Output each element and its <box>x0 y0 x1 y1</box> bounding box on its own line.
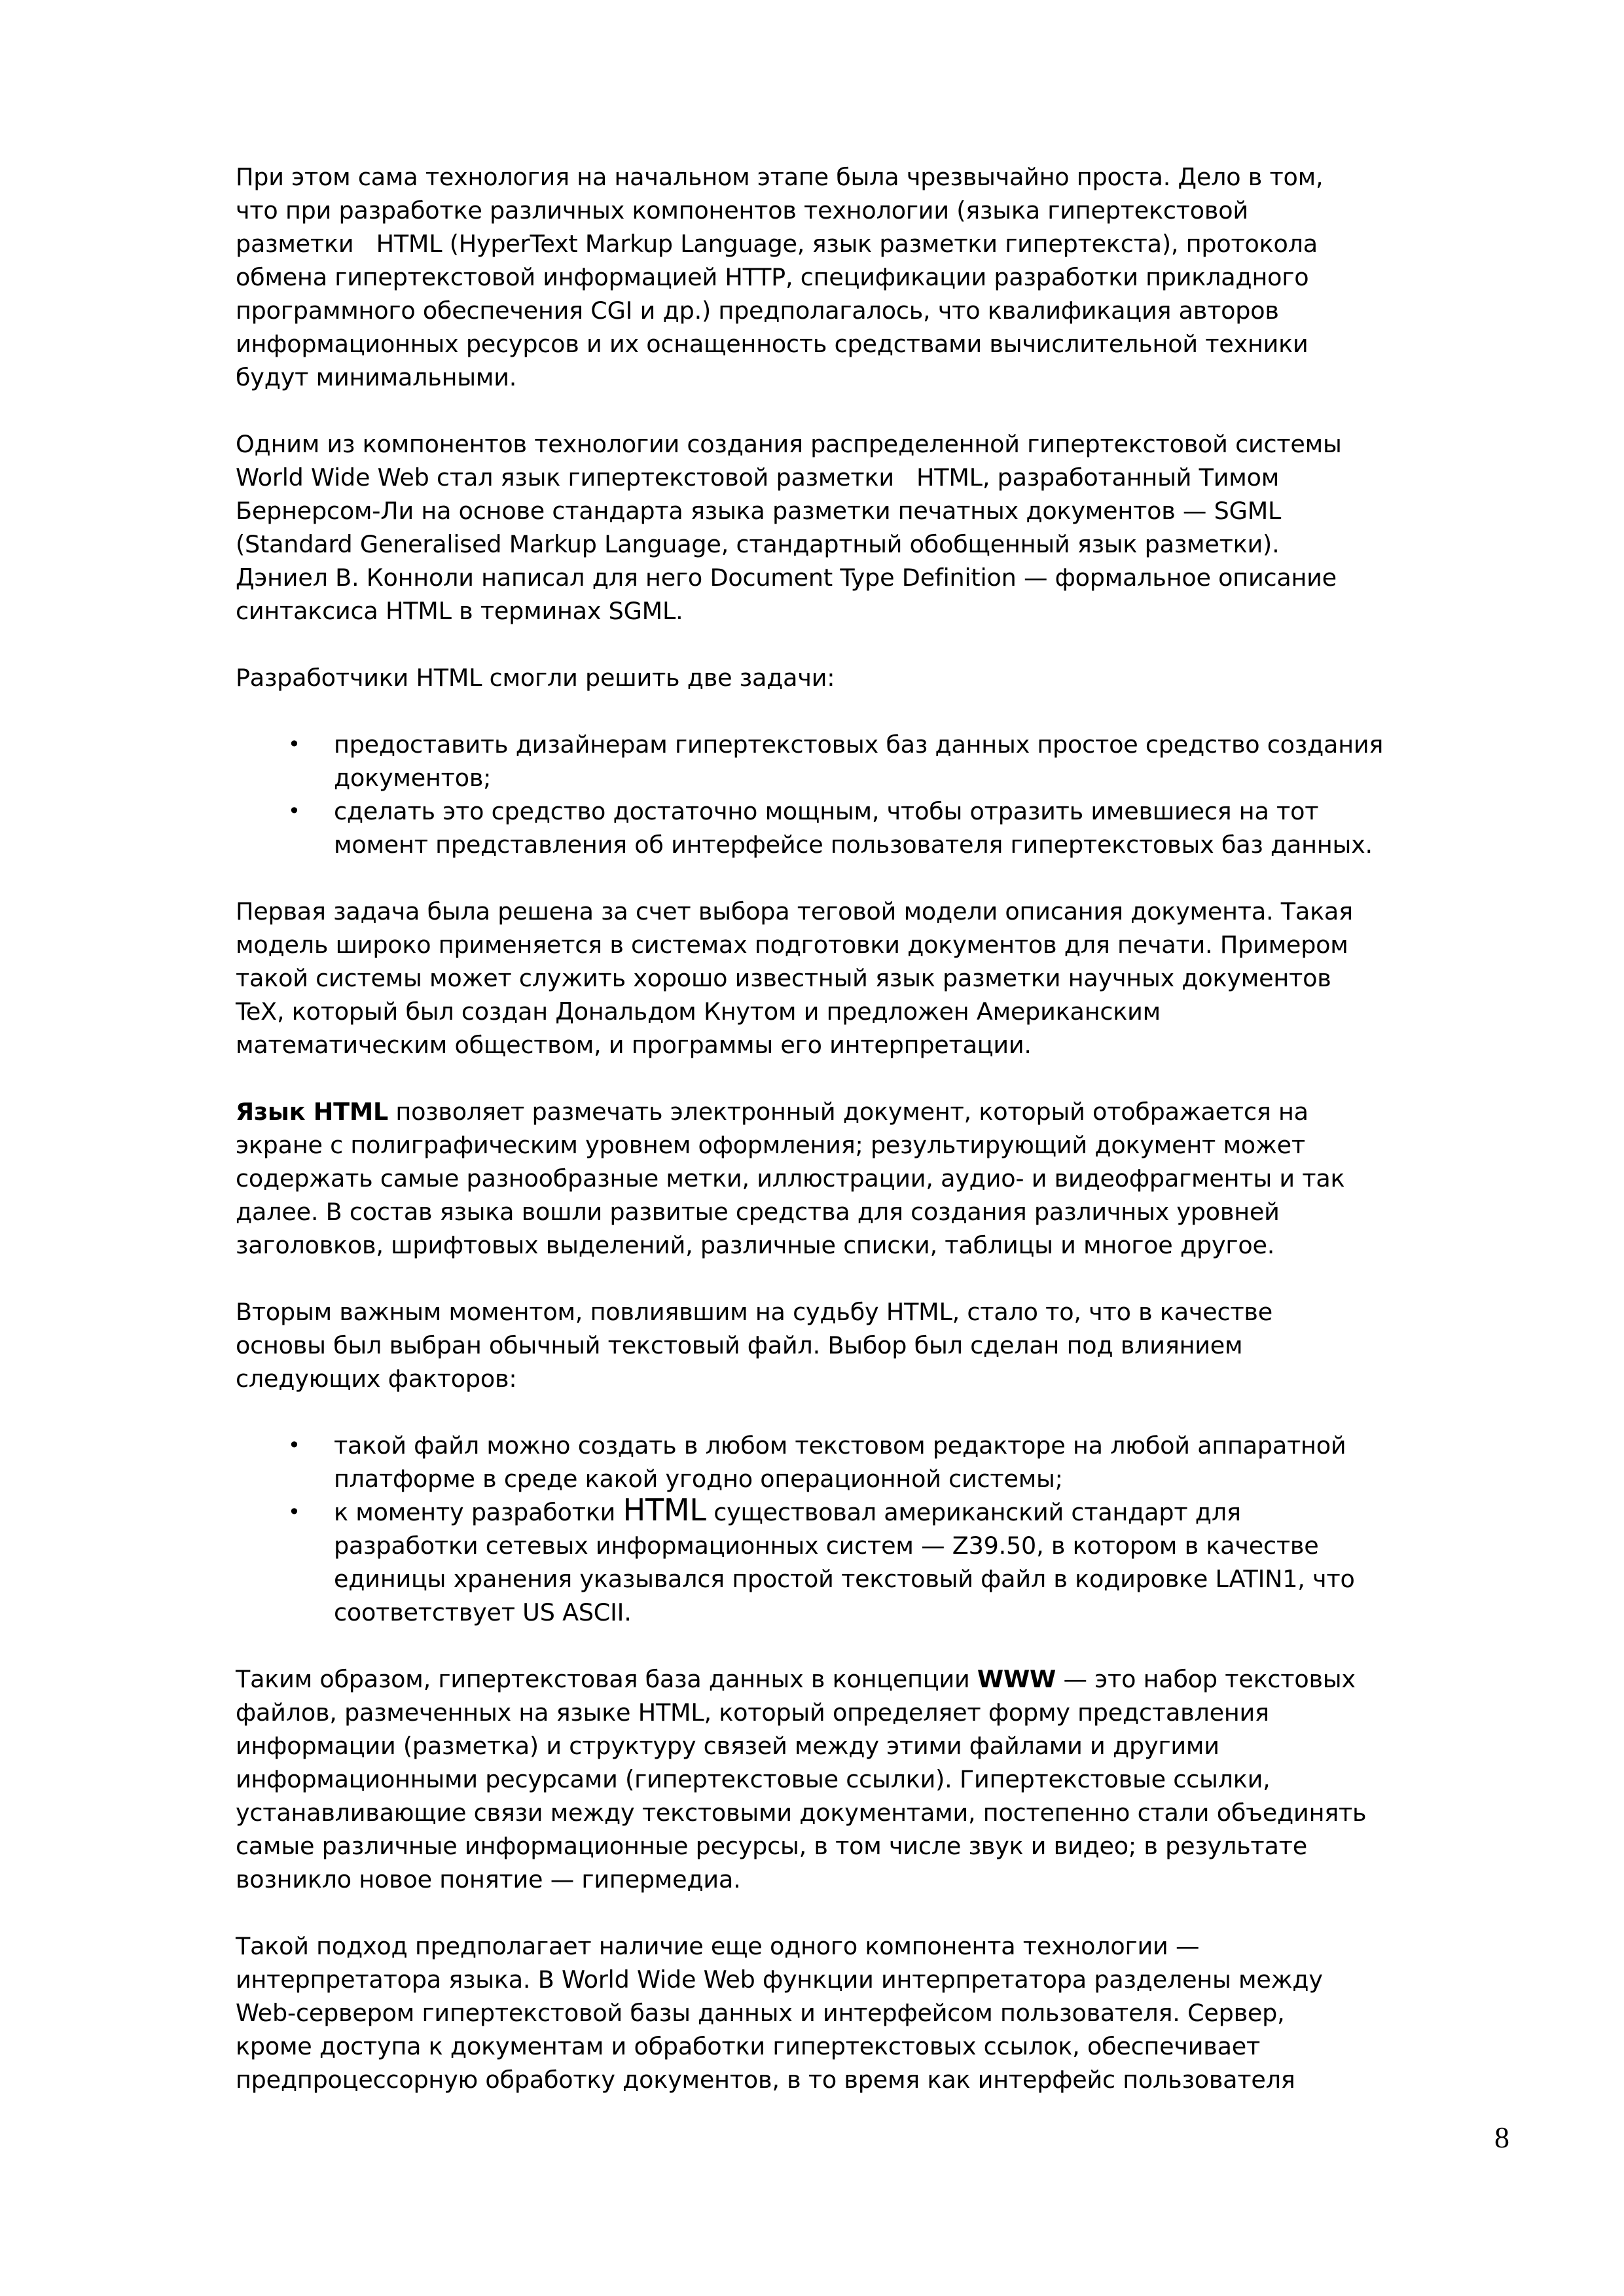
text-line: возникло новое понятие — гипермедиа. <box>236 1865 741 1893</box>
text-line: будут минимальными. <box>236 363 517 391</box>
text-line <box>334 1492 1519 1529</box>
text-line: следующих факторов: <box>236 1365 517 1393</box>
text-fragment: Таким образом, гипертекстовая база данных в концепции <box>236 1665 977 1693</box>
text-line: такой системы может служить хорошо известный язык разметки научных документов <box>236 964 1331 992</box>
paragraph-2 <box>236 427 1519 628</box>
text-line: Одним из компонентов технологии создания распределенной гипертекстовой системы <box>236 430 1342 458</box>
text-line: такой файл можно создать в любом текстовом редакторе на любой аппаратной <box>334 1431 1346 1460</box>
text-line: При этом сама технология на начальном этапе была чрезвычайно проста. Дело в том, <box>236 163 1324 191</box>
text-line: обмена гипертекстовой информацией HTTP, спецификации разработки прикладного <box>236 263 1309 291</box>
text-line <box>236 1095 1519 1128</box>
text-line: заголовков, шрифтовых выделений, различные списки, таблицы и многое другое. <box>236 1231 1275 1259</box>
text-line: самые различные информационные ресурсы, в том числе звук и видео; в результате <box>236 1832 1307 1860</box>
text-line: документов; <box>334 764 492 792</box>
paragraph-5 <box>236 1095 1519 1262</box>
text-line: кроме доступа к документам и обработки гипертекстовых ссылок, обеспечивает <box>236 2032 1261 2060</box>
bullet-list-2 <box>236 1429 1519 1629</box>
page-number: 8 <box>1494 2121 1509 2154</box>
text-line: TeX, который был создан Дональдом Кнутом и предложен Американским <box>236 997 1161 1026</box>
bullet-icon: • <box>288 798 300 823</box>
text-line: программного обеспечения CGI и др.) предполагалось, что квалификация авторов <box>236 296 1279 325</box>
document-body <box>236 160 1519 2130</box>
text-line: экране с полиграфическим уровнем оформления; результирующий документ может <box>236 1131 1305 1159</box>
text-line: момент представления об интерфейсе пользователя гипертекстовых баз данных. <box>334 831 1373 859</box>
large-term: HTML <box>623 1492 706 1528</box>
text-line <box>236 1662 1519 1696</box>
text-line: информационных ресурсов и их оснащенность средствами вычислительной техники <box>236 330 1308 358</box>
list-item <box>236 795 1519 861</box>
text-line: файлов, размеченных на языке HTML, который определяет форму представления <box>236 1698 1269 1727</box>
text-line: математическим обществом, и программы его интерпретации. <box>236 1031 1032 1059</box>
text-line: интерпретатора языка. В World Wide Web функции интерпретатора разделены между <box>236 1965 1323 1994</box>
text-line: сделать это средство достаточно мощным, чтобы отразить имевшиеся на тот <box>334 797 1319 825</box>
text-line: Дэниел В. Конноли написал для него Document Type Definition — формальное описание <box>236 564 1337 592</box>
bullet-list-1 <box>236 728 1519 861</box>
text-fragment: — это набор текстовых <box>1056 1665 1356 1693</box>
list-item <box>236 728 1519 795</box>
text-line: Бернерсом-Ли на основе стандарта языка разметки печатных документов — SGML <box>236 497 1282 525</box>
text-line: World Wide Web стал язык гипертекстовой разметки HTML, разработанный Тимом <box>236 463 1280 492</box>
text-fragment: позволяет размечать электронный документ, который отображается на <box>388 1098 1308 1126</box>
text-line: разметки HTML (HyperText Markup Language, язык разметки гипертекста), протокола <box>236 230 1318 258</box>
text-fragment: к моменту разработки <box>334 1498 623 1526</box>
text-line: предпроцессорную обработку документов, в то время как интерфейс пользователя <box>236 2066 1295 2094</box>
text-line: Разработчики HTML смогли решить две задачи: <box>236 664 835 692</box>
paragraph-6 <box>236 1295 1519 1395</box>
text-line: соответствует US ASCII. <box>334 1598 632 1626</box>
text-line: Такой подход предполагает наличие еще одного компонента технологии — <box>236 1932 1200 1960</box>
text-line: модель широко применяется в системах подготовки документов для печати. Примером <box>236 931 1348 959</box>
paragraph-1 <box>236 160 1519 394</box>
text-line: платформе в среде какой угодно операционной системы; <box>334 1465 1063 1493</box>
list-item <box>236 1492 1519 1629</box>
list-item <box>236 1429 1519 1496</box>
paragraph-8 <box>236 1929 1519 2096</box>
text-line: что при разработке различных компонентов технологии (языка гипертекстовой <box>236 196 1248 224</box>
bullet-icon: • <box>288 1433 300 1458</box>
text-line: содержать самые разнообразные метки, иллюстрации, аудио- и видеофрагменты и так <box>236 1164 1345 1193</box>
text-line: разработки сетевых информационных систем — Z39.50, в котором в качестве <box>334 1532 1319 1560</box>
text-line: информации (разметка) и структуру связей между этими файлами и другими <box>236 1732 1219 1760</box>
text-line: основы был выбран обычный текстовый файл. Выбор был сделан под влиянием <box>236 1331 1243 1359</box>
text-line: Web-сервером гипертекстовой базы данных и интерфейсом пользователя. Сервер, <box>236 1999 1285 2027</box>
text-line: далее. В состав языка вошли развитые средства для создания различных уровней <box>236 1198 1280 1226</box>
bold-term: Язык HTML <box>236 1098 389 1126</box>
text-line: устанавливающие связи между текстовыми документами, постепенно стали объединять <box>236 1799 1367 1827</box>
text-line: (Standard Generalised Markup Language, стандартный обобщенный язык разметки). <box>236 530 1280 558</box>
text-line: информационными ресурсами (гипертекстовые ссылки). Гипертекстовые ссылки, <box>236 1765 1271 1793</box>
text-line: единицы хранения указывался простой текстовый файл в кодировке LATIN1, что <box>334 1565 1355 1593</box>
text-line: Первая задача была решена за счет выбора теговой модели описания документа. Такая <box>236 897 1353 925</box>
text-line: синтаксиса HTML в терминах SGML. <box>236 597 683 625</box>
text-fragment: существовал американский стандарт для <box>706 1498 1241 1526</box>
text-line: Вторым важным моментом, повлиявшим на судьбу HTML, стало то, что в качестве <box>236 1298 1272 1326</box>
paragraph-4 <box>236 895 1519 1062</box>
bullet-icon: • <box>288 732 300 757</box>
paragraph-3 <box>236 661 1519 694</box>
text-line: предоставить дизайнерам гипертекстовых баз данных простое средство создания <box>334 730 1384 759</box>
bullet-icon: • <box>288 1499 300 1524</box>
paragraph-7 <box>236 1662 1519 1896</box>
bold-term: WWW <box>977 1665 1056 1693</box>
